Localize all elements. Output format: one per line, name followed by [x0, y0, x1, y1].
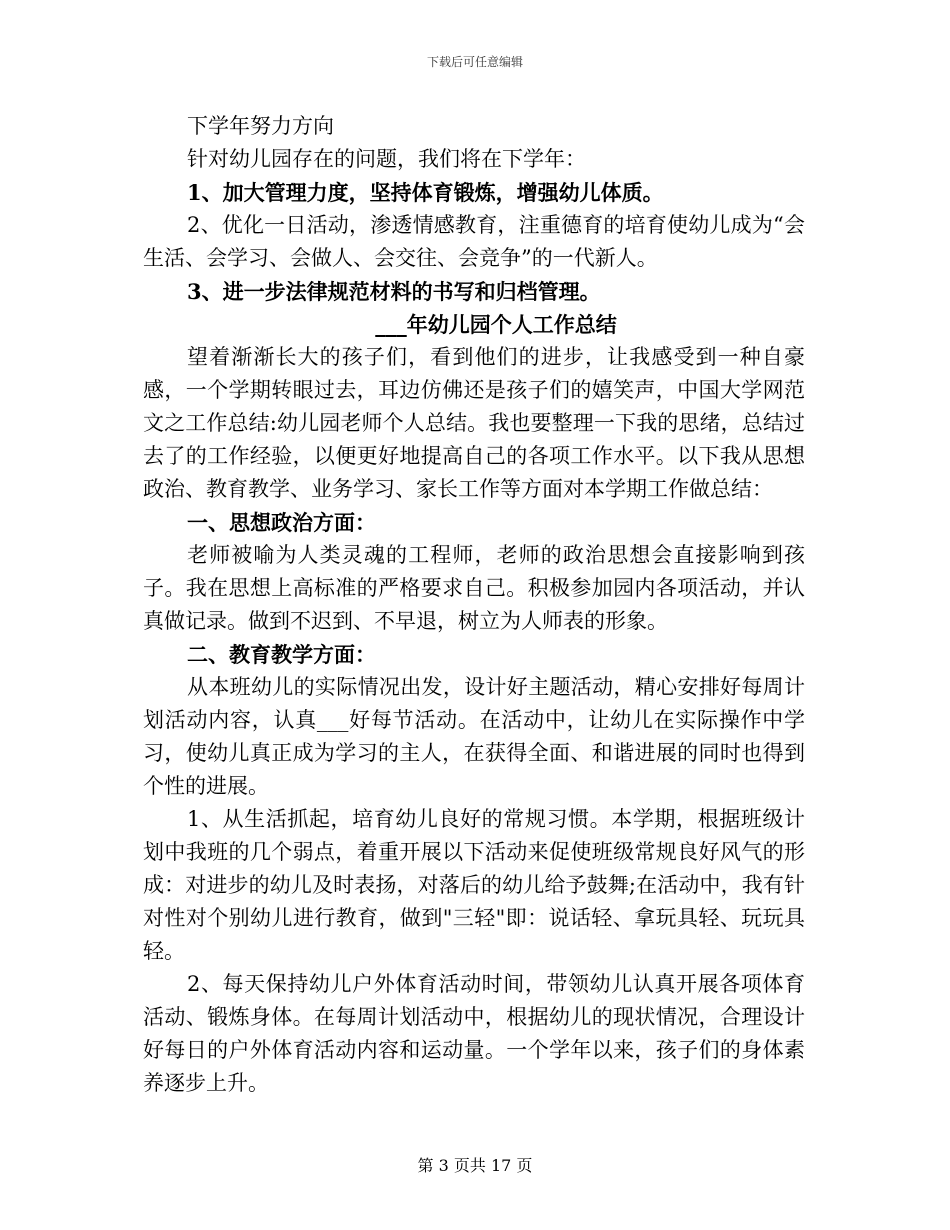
paragraph-intro: 针对幼儿园存在的问题，我们将在下学年： — [187, 147, 586, 171]
paragraph-item-1: 1、加大管理力度，坚持体育锻炼，增强幼儿体质。 — [187, 180, 664, 205]
heading-political: 一、思想政治方面： — [187, 510, 376, 535]
paragraph-political: 老师被喻为人类灵魂的工程师，老师的政治思想会直接影响到孩子。我在思想上高标准的严格要求自己。积极参加园内各项活动，并认真做记录。做到不迟到、不早退，树立为人师表的形象。 — [143, 543, 805, 633]
heading-teaching: 二、教育教学方面： — [187, 642, 376, 667]
document-body — [143, 110, 805, 1100]
paragraph-summary-intro: 望着渐渐长大的孩子们，看到他们的进步，让我感受到一种自豪感，一个学期转眼过去，耳边仿佛还是孩子们的嬉笑声，中国大学网范文之工作总结:幼儿园老师个人总结。我也要整理一下我的思绪，总结过去了的工作经验，以便更好地提高自己的各项工作水平。以下我从思想政治、教育教学、业务学习、家长工作等方面对本学期工作做总结： — [143, 345, 805, 501]
paragraph-item-3: 3、进一步法律规范材料的书写和归档管理。 — [187, 279, 601, 304]
paragraph-teaching-item-1: 1、从生活抓起，培育幼儿良好的常规习惯。本学期，根据班级计划中我班的几个弱点，着重开展以下活动来促使班级常规良好风气的形成：对进步的幼儿及时表扬，对落后的幼儿给予鼓舞;在活动中，我有针对性对个别幼儿进行教育，做到"三轻"即：说话轻、拿玩具轻、玩玩具轻。 — [143, 807, 805, 963]
paragraph-teaching: 从本班幼儿的实际情况出发，设计好主题活动，精心安排好每周计划活动内容，认真___好每节活动。在活动中，让幼儿在实际操作中学习，使幼儿真正成为学习的主人，在获得全面、和谐进展的同时也得到个性的进展。 — [143, 675, 805, 798]
page-footer: 第 3 页共 17 页 — [417, 1156, 533, 1175]
paragraph-item-2: 2、优化一日活动，渗透情感教育，注重德育的培育使幼儿成为“会生活、会学习、会做人、会交往、会竞争”的一代新人。 — [143, 213, 805, 270]
paragraph-next-year-direction: 下学年努力方向 — [187, 114, 334, 138]
section-title: ___年幼儿园个人工作总结 — [375, 312, 617, 337]
paragraph-teaching-item-2: 2、每天保持幼儿户外体育活动时间，带领幼儿认真开展各项体育活动、锻炼身体。在每周计划活动中，根据幼儿的现状情况，合理设计好每日的户外体育活动内容和运动量。一个学年以来，孩子们的身体素养逐步上升。 — [143, 972, 805, 1095]
page-header: 下载后可任意编辑 — [426, 55, 523, 69]
